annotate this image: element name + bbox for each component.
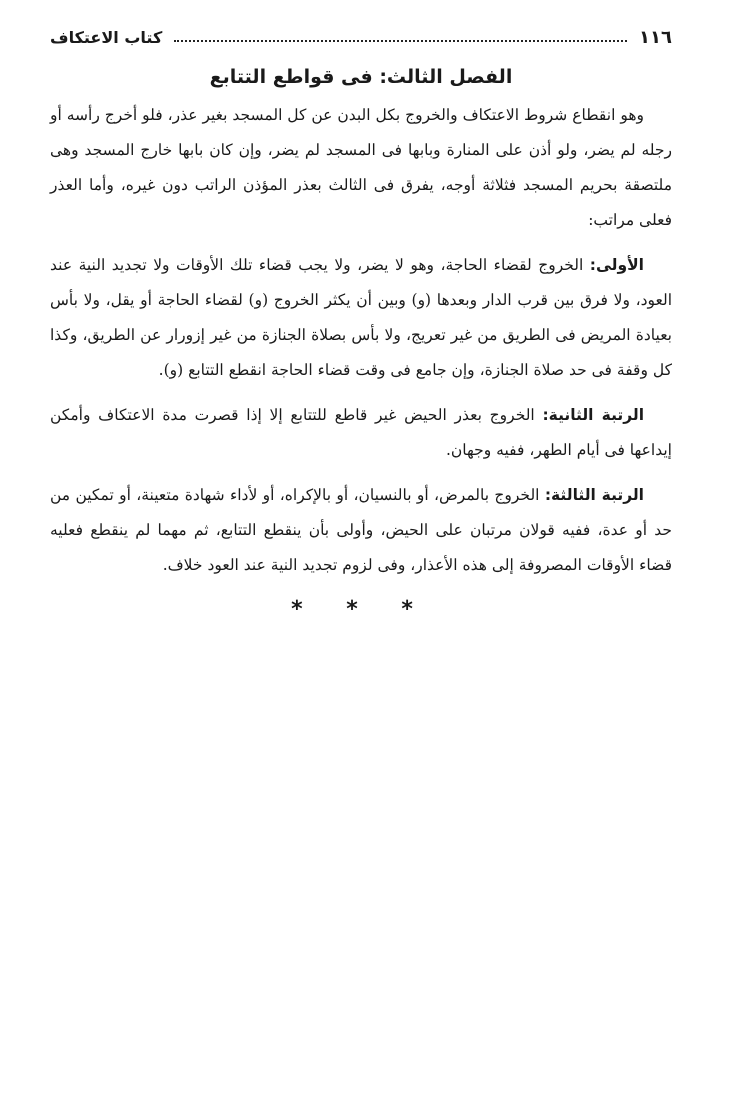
page-header <box>50 22 672 52</box>
section-first-text: الخروج لقضاء الحاجة، وهو لا يضر، ولا يجب قضاء تلك الأوقات ولا تجديد النية عند العود، ولا فرق بين قرب الدار وبعدها (و) وبين أن يكثر الخروج (و) لقضاء الحاجة أو يقل، ولا بأس بعيادة المريض فى الطريق من غير تعريج، ولا بأس بصلاة الجنازة من غير إزورار عن الطريق، وكذا كل وقفة فى حد صلاة الجنازة، وإن جامع فى وقت قضاء الحاجة انقطع التتابع (و). <box>50 256 672 379</box>
book-page <box>50 22 672 622</box>
section-first-heading: الأولى: <box>589 256 644 274</box>
header-dot-leader <box>174 40 627 42</box>
running-title: كتاب الاعتكاف <box>50 27 163 47</box>
section-second-text: الخروج بعذر الحيض غير قاطع للتتابع إلا إذا قصرت مدة الاعتكاف وأمكن إيداعها فى أيام الطهر، ففيه وجهان. <box>50 406 672 459</box>
chapter-title: الفصل الثالث: فى قواطع التتابع <box>209 66 513 88</box>
section-third-heading: الرتبة الثالثة: <box>544 486 644 504</box>
page-number: ١١٦ <box>639 26 672 48</box>
section-third-text: الخروج بالمرض، أو بالنسيان، أو بالإكراه، أو لأداء شهادة متعينة، أو تمكين من حد أو عدة، ففيه قولان مرتبان على الحيض، وأولى بأن ينقطع التتابع، ثم مهما لم ينقطع فعليه قضاء الأوقات المصروفة إلى هذه الأعذار، وفى لزوم تجديد النية عند العود خلاف. <box>50 486 672 574</box>
section-first <box>50 248 672 388</box>
section-end-stars: * * * <box>291 597 431 622</box>
intro-paragraph: وهو انقطاع شروط الاعتكاف والخروج بكل البدن عن كل المسجد بغير عذر، فلو أخرج رأسه أو رجله لم يضر، ولو أذن على المنارة وبابها فى المسجد لم يضر، وإن كان بابها خارج المسجد وهى ملتصقة بحريم المسجد فثلاثة أوجه، يفرق فى الثالث بعذر المؤذن الراتب دون غيره، وأما العذر فعلى مراتب: <box>50 106 672 229</box>
section-third <box>50 478 672 583</box>
section-second <box>50 398 672 468</box>
section-second-heading: الرتبة الثانية: <box>542 406 645 424</box>
